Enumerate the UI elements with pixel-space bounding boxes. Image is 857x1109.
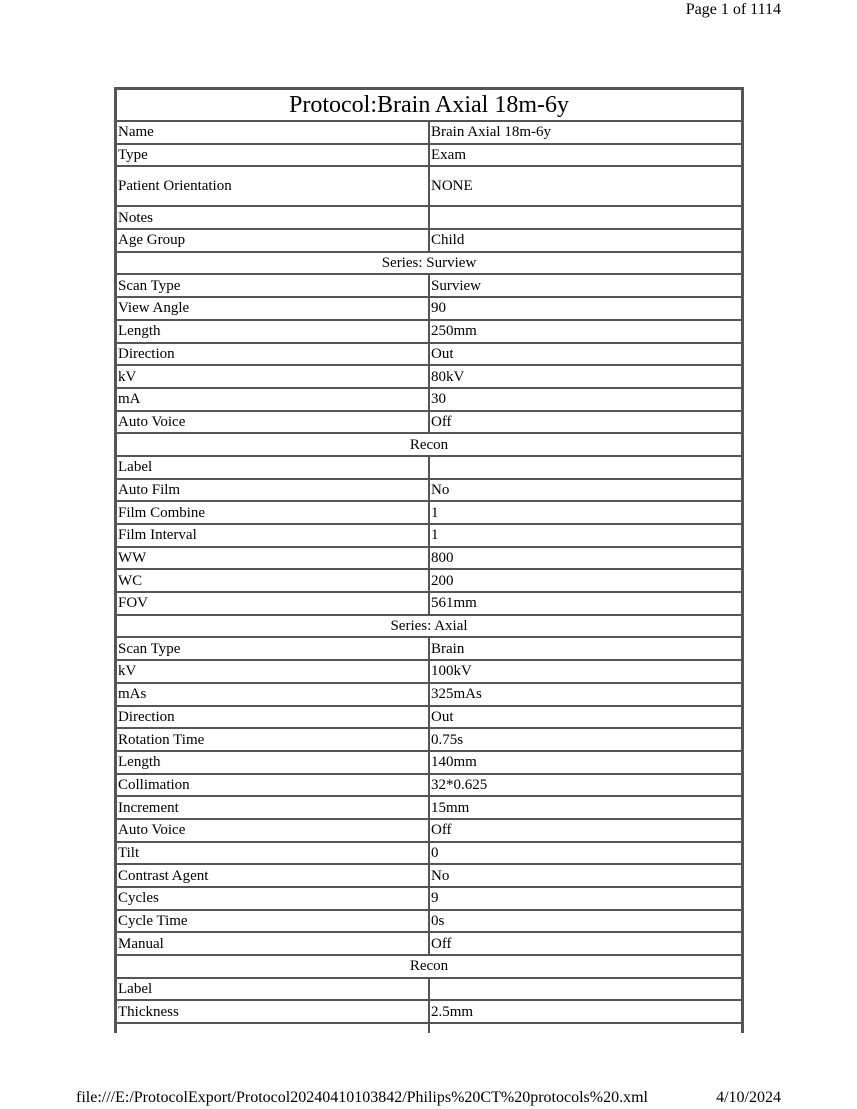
row-key: Patient Orientation bbox=[116, 166, 429, 206]
row-key: Thickness bbox=[116, 1000, 429, 1023]
row-key: Name bbox=[116, 121, 429, 144]
table-row bbox=[116, 501, 742, 524]
row-key: mA bbox=[116, 388, 429, 411]
row-value: 90 bbox=[429, 297, 742, 320]
table-row bbox=[116, 819, 742, 842]
row-value: 80kV bbox=[429, 365, 742, 388]
row-value bbox=[429, 206, 742, 229]
row-value: Brain Axial 18m-6y bbox=[429, 121, 742, 144]
footer-date: 4/10/2024 bbox=[716, 1089, 781, 1106]
table-row bbox=[116, 274, 742, 297]
table-row bbox=[116, 388, 742, 411]
row-value: NONE bbox=[429, 166, 742, 206]
row-value: No bbox=[429, 479, 742, 502]
row-value: 325mAs bbox=[429, 683, 742, 706]
table-row bbox=[116, 796, 742, 819]
row-key: Auto Voice bbox=[116, 411, 429, 434]
table-row bbox=[116, 569, 742, 592]
row-value: Off bbox=[429, 932, 742, 955]
row-key: Length bbox=[116, 320, 429, 343]
table-row bbox=[116, 706, 742, 729]
row-value bbox=[429, 978, 742, 1001]
row-value: Off bbox=[429, 411, 742, 434]
row-key: kV bbox=[116, 365, 429, 388]
row-value: Exam bbox=[429, 144, 742, 167]
table-row bbox=[116, 547, 742, 570]
row-value: 200 bbox=[429, 569, 742, 592]
row-key: Label bbox=[116, 456, 429, 479]
table-row bbox=[116, 774, 742, 797]
row-value: 561mm bbox=[429, 592, 742, 615]
row-value: 250mm bbox=[429, 320, 742, 343]
row-value: 140mm bbox=[429, 751, 742, 774]
section-heading-recon: Recon bbox=[116, 955, 742, 978]
table-row bbox=[116, 842, 742, 865]
row-key: Auto Voice bbox=[116, 819, 429, 842]
row-value: 15mm bbox=[429, 796, 742, 819]
table-row bbox=[116, 479, 742, 502]
row-value: 100kV bbox=[429, 660, 742, 683]
row-key: Direction bbox=[116, 706, 429, 729]
page-number: Page 1 of 1114 bbox=[685, 1, 781, 18]
row-key: Direction bbox=[116, 343, 429, 366]
row-key: Film Combine bbox=[116, 501, 429, 524]
table-row bbox=[116, 144, 742, 167]
table-row bbox=[116, 1023, 742, 1033]
row-value: Out bbox=[429, 706, 742, 729]
row-key: WC bbox=[116, 569, 429, 592]
row-key: Cycles bbox=[116, 887, 429, 910]
table-row bbox=[116, 365, 742, 388]
row-value: 2.5mm bbox=[429, 1000, 742, 1023]
row-key bbox=[116, 1023, 429, 1033]
table-row bbox=[116, 121, 742, 144]
row-key: WW bbox=[116, 547, 429, 570]
table-row bbox=[116, 660, 742, 683]
protocol-title: Protocol:Brain Axial 18m-6y bbox=[116, 89, 742, 121]
row-value: No bbox=[429, 864, 742, 887]
table-row bbox=[116, 297, 742, 320]
row-value: 800 bbox=[429, 547, 742, 570]
row-key: Film Interval bbox=[116, 524, 429, 547]
row-key: Age Group bbox=[116, 229, 429, 252]
row-key: Auto Film bbox=[116, 479, 429, 502]
row-value: Brain bbox=[429, 637, 742, 660]
row-key: Manual bbox=[116, 932, 429, 955]
row-value: 1 bbox=[429, 524, 742, 547]
row-value: 0s bbox=[429, 910, 742, 933]
row-key: Collimation bbox=[116, 774, 429, 797]
row-value bbox=[429, 456, 742, 479]
row-key: Length bbox=[116, 751, 429, 774]
section-heading-recon: Recon bbox=[116, 433, 742, 456]
row-key: mAs bbox=[116, 683, 429, 706]
table-row bbox=[116, 456, 742, 479]
row-key: Increment bbox=[116, 796, 429, 819]
section-row bbox=[116, 252, 742, 275]
row-key: FOV bbox=[116, 592, 429, 615]
section-row bbox=[116, 955, 742, 978]
row-key: Contrast Agent bbox=[116, 864, 429, 887]
protocol-table-container bbox=[114, 87, 744, 1033]
section-heading-surview: Series: Surview bbox=[116, 252, 742, 275]
row-value: 32*0.625 bbox=[429, 774, 742, 797]
row-key: kV bbox=[116, 660, 429, 683]
row-key: Label bbox=[116, 978, 429, 1001]
row-key: Scan Type bbox=[116, 637, 429, 660]
table-row bbox=[116, 1000, 742, 1023]
row-value: 1 bbox=[429, 501, 742, 524]
row-value: 9 bbox=[429, 887, 742, 910]
table-row bbox=[116, 206, 742, 229]
row-value: 30 bbox=[429, 388, 742, 411]
table-row bbox=[116, 637, 742, 660]
row-key: View Angle bbox=[116, 297, 429, 320]
row-value: 0.75s bbox=[429, 728, 742, 751]
table-row bbox=[116, 683, 742, 706]
table-row bbox=[116, 910, 742, 933]
table-row bbox=[116, 978, 742, 1001]
table-row bbox=[116, 229, 742, 252]
table-row bbox=[116, 751, 742, 774]
row-value: Surview bbox=[429, 274, 742, 297]
table-row bbox=[116, 728, 742, 751]
row-key: Cycle Time bbox=[116, 910, 429, 933]
section-heading-axial: Series: Axial bbox=[116, 615, 742, 638]
row-value: 0 bbox=[429, 842, 742, 865]
row-key: Rotation Time bbox=[116, 728, 429, 751]
row-key: Type bbox=[116, 144, 429, 167]
table-row bbox=[116, 887, 742, 910]
table-row bbox=[116, 343, 742, 366]
table-row bbox=[116, 592, 742, 615]
footer-file-path: file:///E:/ProtocolExport/Protocol20240410103842/Philips%20CT%20protocols%20.xml bbox=[76, 1089, 648, 1106]
section-row bbox=[116, 615, 742, 638]
row-value: Off bbox=[429, 819, 742, 842]
row-value: Child bbox=[429, 229, 742, 252]
row-value: Out bbox=[429, 343, 742, 366]
row-key: Scan Type bbox=[116, 274, 429, 297]
row-key: Notes bbox=[116, 206, 429, 229]
title-row bbox=[116, 89, 742, 121]
row-key: Tilt bbox=[116, 842, 429, 865]
protocol-table bbox=[114, 87, 744, 1033]
row-value bbox=[429, 1023, 742, 1033]
table-row bbox=[116, 411, 742, 434]
table-row bbox=[116, 932, 742, 955]
table-row bbox=[116, 166, 742, 206]
table-row bbox=[116, 864, 742, 887]
table-row bbox=[116, 320, 742, 343]
section-row bbox=[116, 433, 742, 456]
table-row bbox=[116, 524, 742, 547]
